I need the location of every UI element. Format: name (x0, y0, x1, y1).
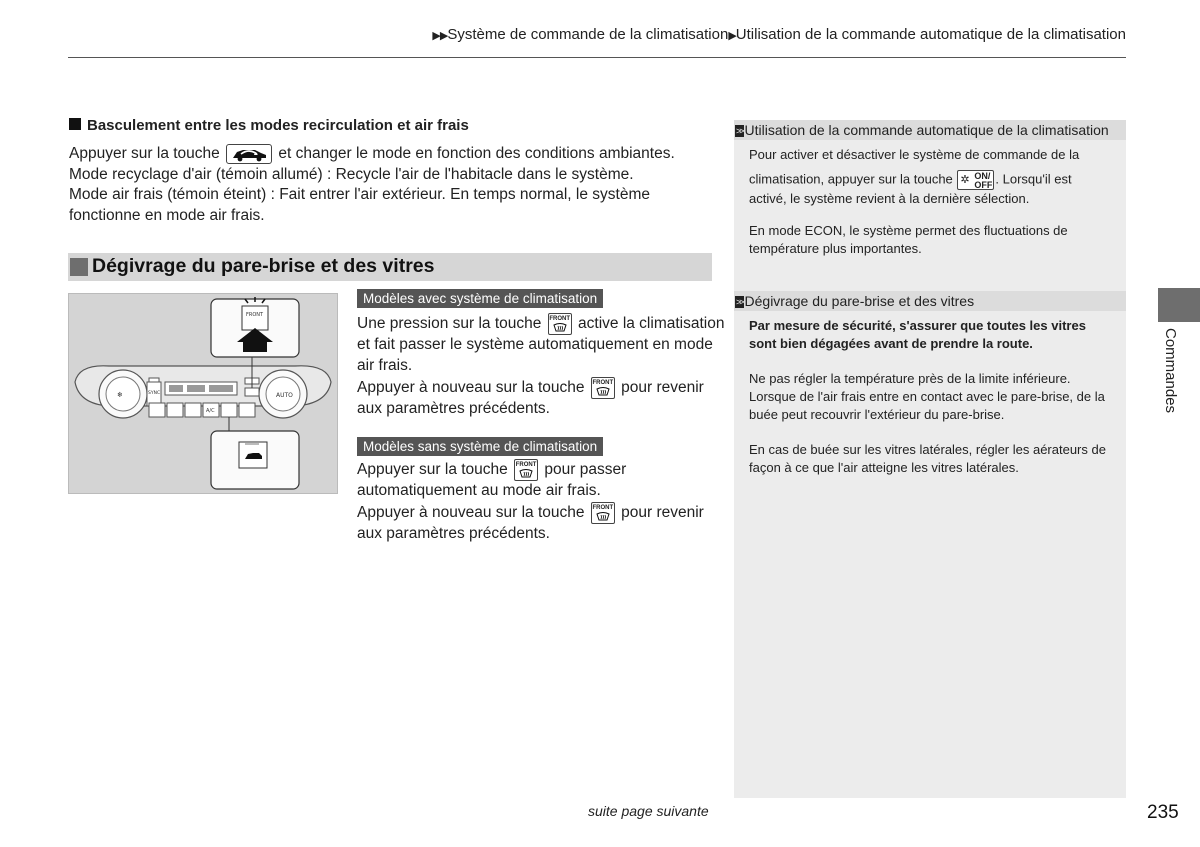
without-ac-text (357, 459, 713, 545)
front-defrost-key-icon (514, 459, 538, 481)
with-ac-tag: Modèles avec système de climatisation (357, 289, 603, 308)
sync-label: SYNC (148, 391, 161, 396)
breadcrumb-item-1: Système de commande de la climatisation (447, 26, 729, 43)
svg-text:FRONT: FRONT (246, 312, 264, 318)
breadcrumb-item-2: Utilisation de la commande automatique de la climatisation (735, 26, 1126, 43)
sidebar-econ-note (749, 222, 1117, 258)
with-ac-line-5: aux paramètres précédents. (357, 399, 550, 417)
with-ac-line-3: air frais. (357, 356, 413, 374)
front-defrost-key-icon (548, 313, 572, 335)
without-ac-text-1a: Appuyer sur la touche (357, 461, 508, 479)
svg-text:❄: ❄ (117, 391, 123, 399)
double-chevron-icon: >> (736, 126, 743, 136)
without-ac-text-1b: pour passer (544, 461, 627, 479)
without-ac-line-1 (357, 459, 713, 481)
fan-on-off-key-icon (957, 170, 994, 190)
sidebar-auto-line-1: Pour activer et désactiver le système de commande de la (749, 147, 1080, 162)
auto-label: AUTO (276, 392, 293, 399)
front-defrost-key-icon (591, 377, 615, 399)
with-ac-text-4b: pour revenir (621, 378, 704, 396)
sidebar-temp-line-3: buée peut recouvrir l'extérieur du pare-brise. (749, 407, 1005, 422)
without-ac-tag: Modèles sans système de climatisation (357, 437, 603, 456)
without-ac-text-3a: Appuyer à nouveau sur la touche (357, 503, 585, 521)
sidebar-heading-auto-text: Utilisation de la commande automatique de la climatisation (744, 122, 1109, 138)
sidebar-safety-line-2: sont bien dégagées avant de prendre la route. (749, 336, 1033, 351)
without-ac-line-4: aux paramètres précédents. (357, 524, 550, 542)
sidebar-temp-line-2: Lorsque de l'air frais entre en contact avec le pare-brise, de la (749, 389, 1105, 404)
fan-icon: ✲ (960, 174, 970, 186)
without-ac-line-3 (357, 502, 713, 524)
sidebar-safety-line-1: Par mesure de sécurité, s'assurer que toutes les vitres (749, 318, 1086, 333)
onoff-on-label: ON/ (974, 171, 991, 181)
notes-sidebar (734, 120, 1126, 798)
recirc-paragraph (69, 144, 709, 226)
recirculation-key-icon (226, 144, 272, 164)
front-defrost-key-icon (591, 502, 615, 524)
sidebar-side-line-1: En cas de buée sur les vitres latérales, régler les aérateurs de (749, 442, 1106, 457)
triangle-icon: ▶ (728, 30, 736, 42)
breadcrumb (360, 26, 1126, 43)
header-divider (68, 57, 1126, 58)
sidebar-auto-text-2a: climatisation, appuyer sur la touche (749, 171, 953, 187)
recirc-text-b: et changer le mode en fonction des conditions ambiantes. (278, 145, 675, 163)
double-triangle-icon: ▶▶ (432, 30, 448, 42)
chapter-label (1160, 328, 1180, 428)
with-ac-line-4 (357, 377, 713, 399)
continued-note: suite page suivante (588, 803, 709, 819)
climate-panel-drawing (69, 294, 339, 495)
front-key-label: FRONT (515, 462, 537, 468)
ac-label: A/C (206, 408, 215, 414)
page-number: 235 (1147, 802, 1179, 823)
sidebar-safety-note (749, 317, 1117, 353)
sidebar-heading-defrost (734, 291, 1126, 311)
double-chevron-icon: >> (736, 297, 743, 307)
chapter-tab[interactable] (1158, 288, 1200, 322)
defrost-section-title: Dégivrage du pare-brise et des vitres (92, 255, 435, 277)
front-key-label: FRONT (549, 316, 571, 322)
grey-square-icon (70, 258, 88, 276)
front-key-label: FRONT (592, 379, 614, 386)
recirc-line-3: Mode air frais (témoin éteint) : Fait entrer l'air extérieur. En temps normal, le système (69, 186, 650, 204)
defrost-section-bar (68, 253, 712, 281)
recirc-text-a: Appuyer sur la touche (69, 145, 220, 163)
recirc-subheading-text: Basculement entre les modes recirculation et air frais (87, 117, 469, 134)
sidebar-auto-line-2 (749, 170, 1117, 190)
with-ac-text-4a: Appuyer à nouveau sur la touche (357, 378, 585, 396)
with-ac-line-1 (357, 313, 725, 335)
black-square-icon (69, 118, 81, 130)
sidebar-econ-line-1: En mode ECON, le système permet des fluctuations de (749, 223, 1068, 238)
recirc-line-4: fonctionne en mode air frais. (69, 206, 265, 224)
with-ac-text-1b: active la climatisation (578, 315, 725, 333)
climate-panel-illustration (68, 293, 338, 494)
chapter-label-text: Commandes (1162, 328, 1179, 414)
without-ac-text-3b: pour revenir (621, 503, 704, 521)
sidebar-auto-text-2b: . Lorsqu'il est (995, 171, 1072, 187)
recirc-line-1 (69, 144, 709, 165)
onoff-off-label: OFF (974, 180, 993, 190)
sidebar-temp-line-1: Ne pas régler la température près de la limite inférieure. (749, 371, 1071, 386)
with-ac-line-2: et fait passer le système automatiquement en mode (357, 336, 713, 353)
front-key-label: FRONT (592, 504, 614, 511)
sidebar-auto-note (749, 146, 1117, 208)
recirc-line-2: Mode recyclage d'air (témoin allumé) : Recycle l'air de l'habitacle dans le système. (69, 165, 634, 183)
recirc-subheading (69, 117, 469, 134)
with-ac-text (357, 313, 725, 419)
sidebar-heading-auto (734, 120, 1126, 140)
sidebar-side-window-note (749, 441, 1117, 477)
sidebar-heading-defrost-text: Dégivrage du pare-brise et des vitres (744, 293, 975, 309)
sidebar-temperature-note (749, 370, 1117, 424)
sidebar-auto-line-3: activé, le système revient à la dernière sélection. (749, 191, 1030, 206)
without-ac-line-2: automatiquement au mode air frais. (357, 482, 601, 499)
with-ac-text-1a: Une pression sur la touche (357, 315, 542, 333)
sidebar-econ-line-2: température plus importantes. (749, 241, 922, 256)
sidebar-side-line-2: façon à ce que l'air atteigne les vitres latérales. (749, 460, 1019, 475)
